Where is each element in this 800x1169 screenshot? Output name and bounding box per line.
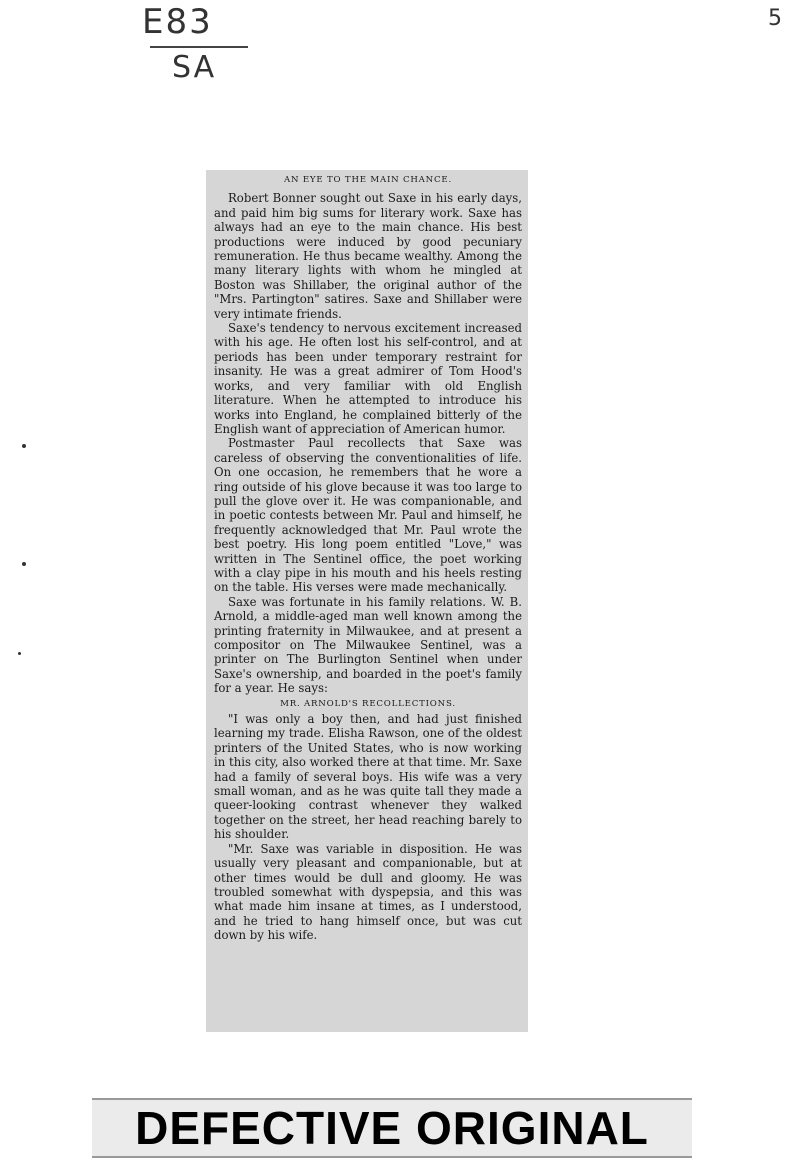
scan-speck — [22, 562, 26, 566]
catalog-code-annotation: E83 — [142, 2, 213, 42]
clipping-paragraph: "I was only a boy then, and had just finished learning my trade. Elisha Rawson, one of the oldest printers of the United States, who is now working in this city, also worked there at that time. Mr. Saxe had a family of several boys. His wife was a very small woman, and as he was quite tall they made a queer-looking contrast whenever they walked together on the street, her head reaching barely to his shoulder. — [214, 712, 522, 842]
defective-original-stamp — [92, 1098, 692, 1158]
stamp-label: DEFECTIVE ORIGINAL — [135, 1102, 649, 1154]
clipping-paragraph: Postmaster Paul recollects that Saxe was careless of observing the conventionalities of life. On one occasion, he remembers that he wore a ring outside of his glove because it was too large to pull the glove over it. He was companionable, and in poetic contests between Mr. Paul and himself, he frequently acknowledged that Mr. Paul wrote the best poetry. His long poem entitled "Love," was written in The Sentinel office, the poet working with a clay pipe in his mouth and his heels resting on the table. His verses were made mechanically. — [214, 436, 522, 595]
clipping-paragraph: Saxe's tendency to nervous excitement increased with his age. He often lost his self-control, and at periods has been under temporary restraint for insanity. He was a great admirer of Tom Hood's works, and very familiar with old English literature. When he attempted to introduce his works into England, he complained bitterly of the English want of appreciation of American humor. — [214, 321, 522, 436]
annotation-underline — [150, 46, 248, 48]
clipping-paragraph: "Mr. Saxe was variable in disposition. He was usually very pleasant and companionable, but at other times would be dull and gloomy. He was troubled somewhat with dyspepsia, and this was what made him insane at times, as I understood, and he tried to hang himself once, but was cut down by his wife. — [214, 841, 522, 943]
clipping-headline: AN EYE TO THE MAIN CHANCE. — [284, 175, 452, 185]
clipping-paragraph: Robert Bonner sought out Saxe in his early days, and paid him big sums for literary work. Saxe has always had an eye to the main chance. His best productions were induced by good pecuniary remuneration. He thus became wealthy. Among the many literary lights with whom he mingled at Boston was Shillaber, the original author of the "Mrs. Partington" satires. Saxe and Shillaber were very intimate friends. — [214, 191, 522, 321]
scan-speck — [18, 652, 21, 655]
clipping-paragraph: Saxe was fortunate in his family relations. W. B. Arnold, a middle-aged man well known among the printing fraternity in Milwaukee, and at present a compositor on The Milwaukee Sentinel, was a printer on The Burlington Sentinel when under Saxe's ownership, and boarded in the poet's family for a year. He says: — [214, 594, 522, 696]
catalog-sub-annotation: SA — [172, 50, 217, 85]
scan-speck — [22, 444, 26, 448]
clipping-subheading: MR. ARNOLD'S RECOLLECTIONS. — [280, 698, 456, 709]
page-mark-annotation: 5 — [768, 6, 782, 31]
newspaper-clipping — [206, 170, 528, 1032]
